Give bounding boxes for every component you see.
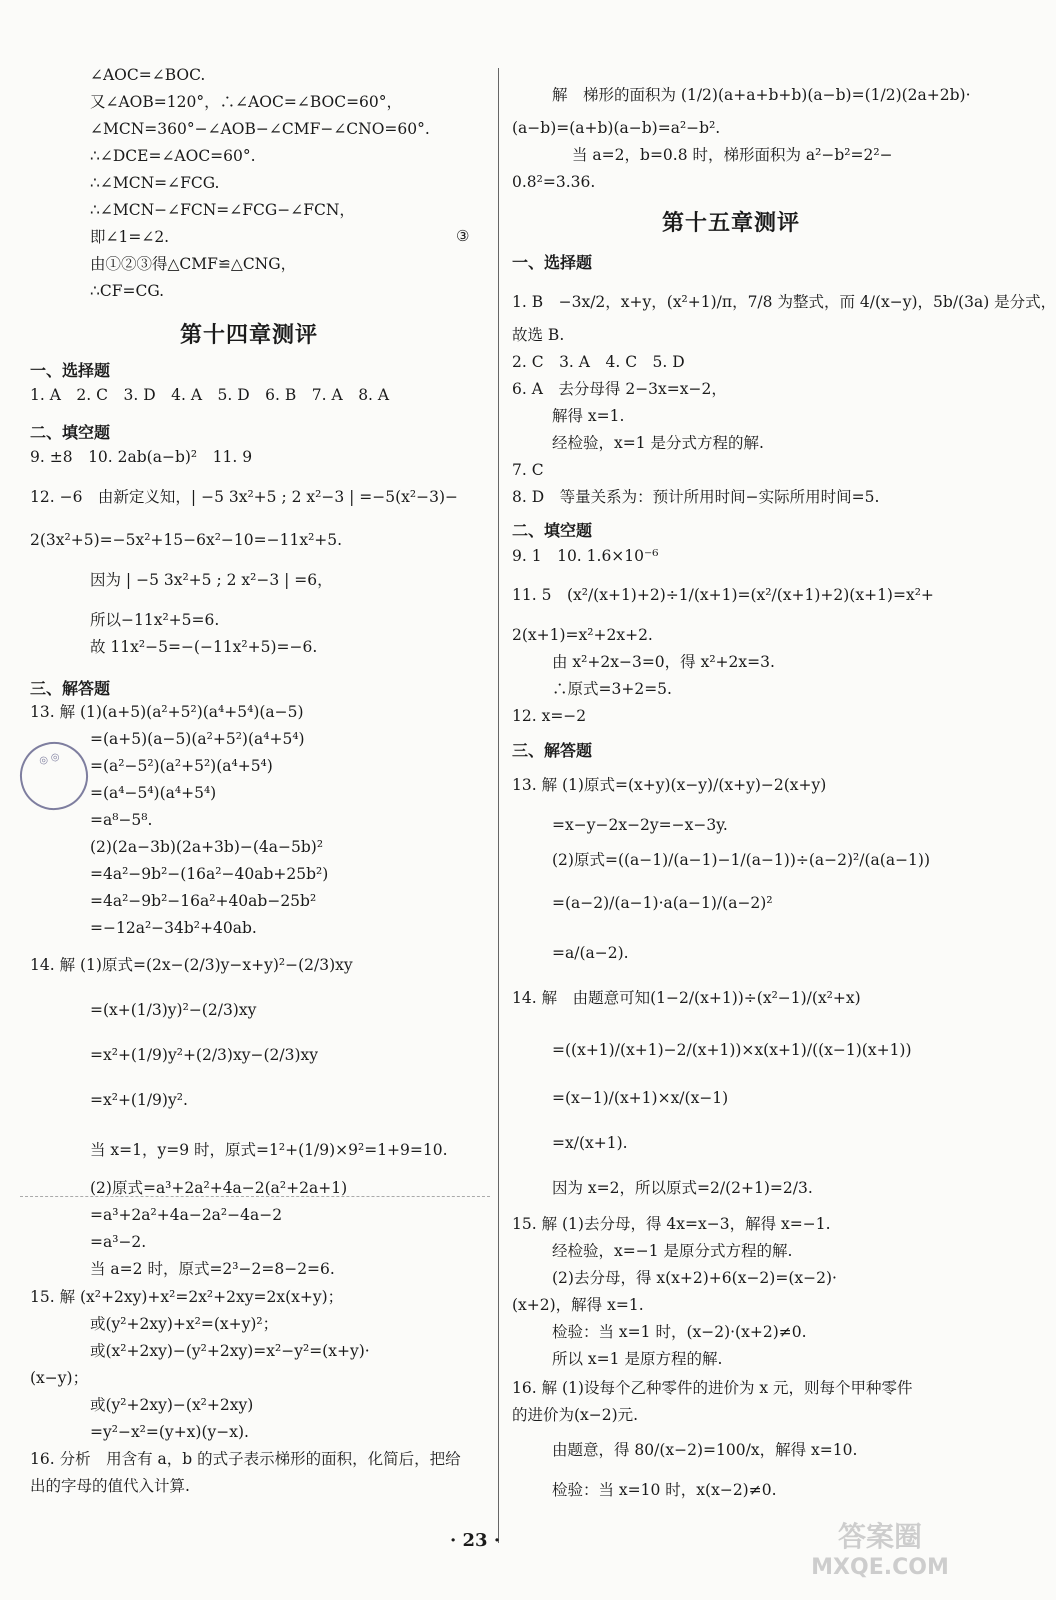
q16-solution-line: 0.8²=3.36. [512,173,596,191]
q12-line: 12. −6 由新定义知，| −5 3x²+5 ; 2 x²−3 | =−5(x²−3)− [30,488,458,506]
page-number: · 23 · [450,1530,501,1551]
text-line: ∴∠MCN−∠FCN=∠FCG−∠FCN， [90,201,355,219]
seal-stamp: ◎ ◎ [12,734,95,817]
chapter14-title: 第十四章测评 [180,322,319,348]
q16-line: 检验：当 x=10 时，x(x−2)≠0. [552,1481,777,1499]
q14-line: (2)原式=a³+2a²+4a−2(a²+2a+1) [90,1179,348,1197]
q16-solution-line: (a−b)=(a+b)(a−b)=a²−b². [512,119,721,137]
q11-line: 11. 5 (x²/(x+1)+2)÷1/(x+1)=(x²/(x+1)+2)(x+1)=x²+ [512,586,934,604]
q1-line: 1. B −3x/2，x+y，(x²+1)/π，7/8 为整式，而 4/(x−y)，5b/(3a) 是分式， [512,293,1056,311]
q16-solution-line: 解 梯形的面积为 (1/2)(a+a+b+b)(a−b)=(1/2)(2a+2b)· [552,86,971,104]
q11-line: 2(x+1)=x²+2x+2. [512,626,653,644]
q12-line: 所以−11x²+5=6. [90,611,220,629]
q15-line: (x+2)，解得 x=1. [512,1296,644,1314]
q1-line: 故选 B. [512,326,565,344]
q8-line: 8. D 等量关系为：预计所用时间−实际所用时间=5. [512,488,880,506]
q16-solution-line: 当 a=2，b=0.8 时，梯形面积为 a²−b²=2²− [572,146,893,164]
q11-line: ∴原式=3+2=5. [552,680,672,698]
q12-line: 2(3x²+5)=−5x²+15−6x²−10=−11x²+5. [30,531,343,549]
fill-answers: 9. ±8 10. 2ab(a−b)² 11. 9 [30,448,253,466]
q13-line: 13. 解 (1)原式=(x+y)(x−y)/(x+y)−2(x+y) [512,776,827,794]
section-heading: 三、解答题 [30,679,111,698]
q14-line: =x/(x+1). [552,1134,628,1152]
q12-line: 12. x=−2 [512,707,587,725]
q13-line: =a/(a−2). [552,944,629,962]
q13-line: (2)(2a−3b)(2a+3b)−(4a−5b)² [90,838,324,856]
q15-line: 检验：当 x=1 时，(x−2)·(x+2)≠0. [552,1323,807,1341]
q15-line: 所以 x=1 是原方程的解. [552,1350,723,1368]
text-line: ∴CF=CG. [90,282,165,300]
q15-line: 经检验，x=−1 是原分式方程的解. [552,1242,793,1260]
q16-analysis-line: 16. 分析 用含有 a，b 的式子表示梯形的面积，化简后，把给 [30,1450,461,1468]
section-heading: 一、选择题 [512,253,593,272]
q13-line: =(a+5)(a−5)(a²+5²)(a⁴+5⁴) [90,730,305,748]
q13-line: =−12a²−34b²+40ab. [90,919,257,937]
text-line: 由①②③得△CMF≌△CNG， [90,255,297,273]
q14-line: 因为 x=2，所以原式=2/(2+1)=2/3. [552,1179,813,1197]
section-heading: 一、选择题 [30,361,111,380]
fill-answers: 9. 1 10. 1.6×10⁻⁶ [512,547,659,565]
q6-line: 经检验，x=1 是分式方程的解. [552,434,764,452]
text-line: ∠AOC=∠BOC. [90,66,206,84]
q13-line: =4a²−9b²−(16a²−40ab+25b²) [90,865,329,883]
circled-three-mark: ③ [456,227,470,245]
choice-answers: 2. C 3. A 4. C 5. D [512,353,685,371]
right-column [512,0,1056,1550]
q13-line: =x−y−2x−2y=−x−3y. [552,816,728,834]
watermark-text: 答案圈 [837,1520,922,1553]
q15-line: 或(x²+2xy)−(y²+2xy)=x²−y²=(x+y)· [90,1342,370,1360]
q15-line: (2)去分母，得 x(x+2)+6(x−2)=(x−2)· [552,1269,837,1287]
q13-line: =a⁸−5⁸. [90,811,153,829]
q16-line: 的进价为(x−2)元. [512,1406,639,1424]
chapter15-title: 第十五章测评 [662,210,801,236]
text-line: ∠MCN=360°−∠AOB−∠CMF−∠CNO=60°. [90,120,430,138]
q13-line: =4a²−9b²−16a²+40ab−25b² [90,892,317,910]
text-line: ∴∠DCE=∠AOC=60°. [90,147,256,165]
q14-line: 14. 解 (1)原式=(2x−(2/3)y−x+y)²−(2/3)xy [30,956,353,974]
q14-line: =((x+1)/(x+1)−2/(x+1))×x(x+1)/((x−1)(x+1)) [552,1041,912,1059]
q15-line: 或(y²+2xy)−(x²+2xy) [90,1396,254,1414]
q6-line: 解得 x=1. [552,407,625,425]
q13-line: =(a−2)/(a−1)·a(a−1)/(a−2)² [552,894,773,912]
section-heading: 三、解答题 [512,741,593,760]
q12-line: 故 11x²−5=−(−11x²+5)=−6. [90,638,318,656]
watermark-logo [780,1515,980,1595]
q14-line: =x²+(1/9)y²+(2/3)xy−(2/3)xy [90,1046,318,1064]
q13-line: (2)原式=((a−1)/(a−1)−1/(a−1))÷(a−2)²/(a(a−1)) [552,851,931,869]
left-column [30,0,500,1550]
q14-line: =(x+(1/3)y)²−(2/3)xy [90,1001,257,1019]
q16-analysis-line: 出的字母的值代入计算. [30,1477,190,1495]
q14-line: 当 a=2 时，原式=2³−2=8−2=6. [90,1260,335,1278]
q12-line: 因为 | −5 3x²+5 ; 2 x²−3 | =6， [90,571,333,589]
q14-line: 14. 解 由题意可知(1−2/(x+1))÷(x²−1)/(x²+x) [512,989,861,1007]
q15-line: 或(y²+2xy)+x²=(x+y)²； [90,1315,279,1333]
text-line: 即∠1=∠2. [90,228,170,246]
q6-line: 6. A 去分母得 2−3x=x−2， [512,380,727,398]
q14-line: =a³+2a²+4a−2a²−4a−2 [90,1206,283,1224]
text-line: ∴∠MCN=∠FCG. [90,174,220,192]
watermark-url: MXQE.COM [811,1555,949,1580]
q7-line: 7. C [512,461,544,479]
text-line: 又∠AOB=120°，∴∠AOC=∠BOC=60°， [90,93,403,111]
q11-line: 由 x²+2x−3=0，得 x²+2x=3. [552,653,775,671]
q16-line: 由题意，得 80/(x−2)=100/x，解得 x=10. [552,1441,858,1459]
section-heading: 二、填空题 [512,521,593,540]
q15-line: 15. 解 (1)去分母，得 4x=x−3，解得 x=−1. [512,1215,831,1233]
q13-line: =(a⁴−5⁴)(a⁴+5⁴) [90,784,217,802]
q14-line: =(x−1)/(x+1)×x/(x−1) [552,1089,729,1107]
q15-line: (x−y)； [30,1369,89,1387]
q15-line: =y²−x²=(y+x)(y−x). [90,1423,249,1441]
q14-line: 当 x=1，y=9 时，原式=1²+(1/9)×9²=1+9=10. [90,1141,448,1159]
q15-line: 15. 解 (x²+2xy)+x²=2x²+2xy=2x(x+y)； [30,1288,344,1306]
q13-line: 13. 解 (1)(a+5)(a²+5²)(a⁴+5⁴)(a−5) [30,703,304,721]
choice-answers: 1. A 2. C 3. D 4. A 5. D 6. B 7. A 8. A [30,386,390,404]
q13-line: =(a²−5²)(a²+5²)(a⁴+5⁴) [90,757,273,775]
q16-line: 16. 解 (1)设每个乙种零件的进价为 x 元，则每个甲种零件 [512,1379,913,1397]
section-heading: 二、填空题 [30,423,111,442]
q14-line: =a³−2. [90,1233,147,1251]
q14-line: =x²+(1/9)y². [90,1091,188,1109]
